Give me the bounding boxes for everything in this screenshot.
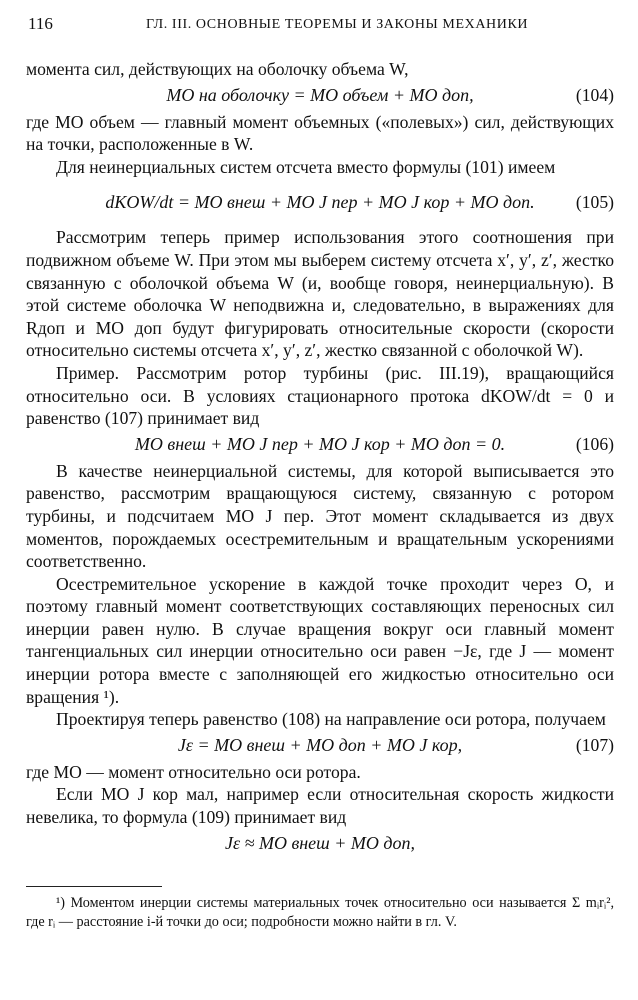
paragraph-7: Осестремительное ускорение в каждой точке проходит через O, и поэтому главный момент соответствующих составляющих переносных сил инерции равен нулю. В случае вращения вокруг оси главный момент тангенциальных сил инерции относительно оси равен −Jε, где J — момент инерции ротора вместе с заполняющей его жидкостью относительно оси вращения ¹). xyxy=(26,573,614,707)
paragraph-9: где MO — момент относительно оси ротора. xyxy=(26,761,361,782)
paragraph-6: В качестве неинерциальной системы, для которой выписывается это равенство, рассмотрим вращающуюся систему, связанную с ротором турбины, и подсчитаем MO J пер. Этот момент складывается из двух моментов, порождаемых осестремительным и вращательным ускорениями соответственно. xyxy=(26,460,614,572)
running-header xyxy=(28,14,612,38)
page-number: 116 xyxy=(28,14,53,33)
paragraph-2: где MO объем — главный момент объемных («полевых») сил, действующих на точки, расположенные в W. xyxy=(26,111,614,155)
equation-105 xyxy=(26,178,614,226)
equation-106-number: (106) xyxy=(575,433,614,454)
equation-106-formula: MO внеш + MO J пер + MO J кор + MO доп = 0. xyxy=(134,433,506,454)
equation-final-formula: Jε ≈ MO внеш + MO доп, xyxy=(224,832,416,853)
paragraph-5-example: Пример. Рассмотрим ротор турбины (рис. III.19), вращающийся относительно оси. В условиях стационарного протока dKOW/dt = 0 и равенство (107) принимает вид xyxy=(26,362,614,429)
equation-104-formula: MO на оболочку = MO объем + MO доп, xyxy=(166,84,474,105)
paragraph-4: Рассмотрим теперь пример использования этого соотношения при подвижном объеме W. При этом мы выберем систему отсчета x′, y′, z′, жестко связанную с оболочкой объема W (и, вообще говоря, неинерциальную). В этой системе оболочка W неподвижна и, следовательно, в выражениях для Rдоп и MO доп будут фигурировать относительные скорости (скорости относительно системы отсчета x′, y′, z′, жестко связанной с оболочкой W). xyxy=(26,227,614,361)
equation-107-formula: Jε = MO внеш + MO доп + MO J кор, xyxy=(177,734,463,755)
equation-105-formula: dKOW/dt = MO внеш + MO J пер + MO J кор + MO доп. xyxy=(105,192,535,213)
footnote-separator xyxy=(26,886,162,887)
equation-104 xyxy=(26,81,614,111)
equation-105-number: (105) xyxy=(575,192,614,213)
footnote-text: ¹) Моментом инерции системы материальных точек относительно оси называется Σ mᵢrᵢ², где rᵢ — расстояние i-й точки до оси; подробности можно найти в гл. V. xyxy=(26,895,614,930)
footnote xyxy=(26,894,614,932)
page-body xyxy=(26,58,614,859)
paragraph-3: Для неинерциальных систем отсчета вместо формулы (101) имеем xyxy=(56,156,556,177)
paragraph-10: Если MO J кор мал, например если относительная скорость жидкости невелика, то формула (109) принимает вид xyxy=(26,784,614,828)
equation-104-number: (104) xyxy=(575,84,614,105)
equation-107 xyxy=(26,731,614,761)
paragraph-8: Проектируя теперь равенство (108) на направление оси ротора, получаем xyxy=(56,709,606,730)
equation-106 xyxy=(26,430,614,460)
equation-107-number: (107) xyxy=(575,734,614,755)
paragraph-1: момента сил, действующих на оболочку объема W, xyxy=(26,59,409,79)
running-title: ГЛ. III. ОСНОВНЫЕ ТЕОРЕМЫ И ЗАКОНЫ МЕХАНИКИ xyxy=(146,17,529,32)
equation-final xyxy=(26,829,614,859)
